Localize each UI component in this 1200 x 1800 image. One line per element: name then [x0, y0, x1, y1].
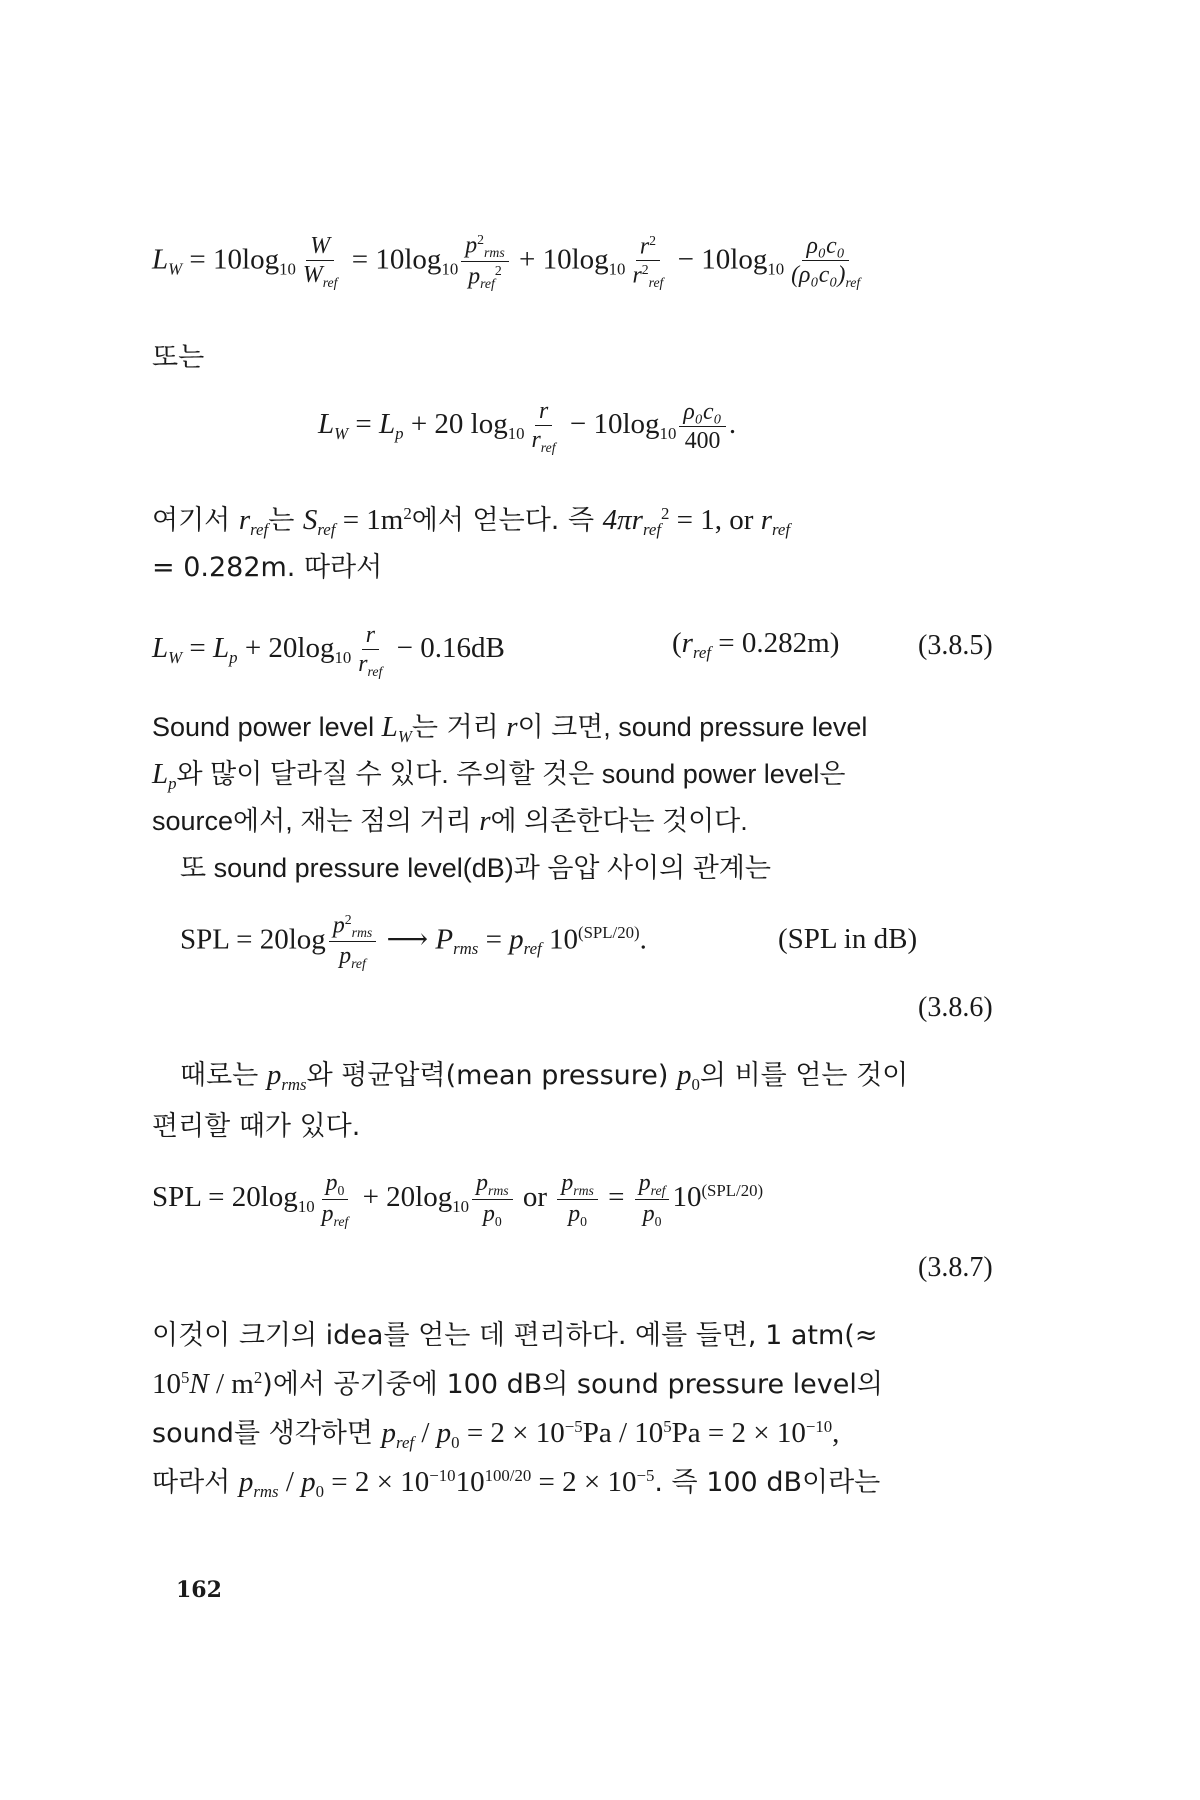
paragraph-power-line2: $L_p$와 많이 달라질 수 있다. 주의할 것은 sound power level은: [152, 758, 846, 793]
spl-in-db-note: (SPL in dB): [778, 923, 918, 955]
paragraph-mean-pressure-line2: 편리할 때가 있다.: [152, 1111, 361, 1142]
paragraph-mean-pressure-line1: 때로는 $p_{rms}$와 평균압력(mean pressure) $p_0$의 비를 얻는 것이: [180, 1059, 909, 1094]
paragraph-atm-line1: 이것이 크기의 idea를 얻는 데 편리하다. 예를 들면, 1 atm(≈: [152, 1320, 878, 1351]
paragraph-rref-line1: 여기서 $r_{ref}$는 $S_{ref} = 1m^2$에서 얻는다. 즉 $4\pi r_{ref}^2 = 1$, or $r_{ref}$: [152, 503, 791, 539]
paragraph-power-line3: source에서, 재는 점의 거리 r에 의존한다는 것이다.: [152, 805, 748, 837]
paragraph-rref-line2: = 0.282m. 따라서: [152, 552, 383, 583]
page-number: 162: [176, 1577, 222, 1603]
paragraph-atm-line3: sound를 생각하면 $p_{ref} / p_0 = 2 \times 10^{-5}Pa / 10^5Pa = 2 \times 10^{-10}$,: [152, 1416, 840, 1452]
paragraph-atm-line4: 따라서 $p_{rms} / p_0 = 2 \times 10^{-10}10^{100/20} = 2 \times 10^{-5}$. 즉 100 dB이라는: [152, 1465, 881, 1501]
paragraph-power-line4: 또 sound pressure level(dB)과 음압 사이의 관계는: [180, 853, 771, 883]
equation-3-8-7: SPL = $20\log_{10}$ $p_0$ $p_{ref}$ + $20\log_{10}$ $p_{rms}$ $p_0$ or $p_{rms}$ $p_0$ = $p_{ref}$ $p_0$ $10^{(SPL/20)}$: [152, 1170, 764, 1229]
or-word: 또는: [152, 342, 205, 373]
equation-3-8-5-condition: $(r_{ref} = 0.282m)$: [672, 627, 840, 662]
paragraph-power-line1: Sound power level $L_W$는 거리 r이 크면, sound pressure level: [152, 711, 868, 746]
equation-3-8-5: $L_W = L_p + 20\log_{10}$ r $r_{ref}$ − 0.16dB: [152, 622, 505, 679]
equation-lw-expansion: $L_W = 10\log_{10}$ W $W_{ref}$ = $10\log_{10}$ $p^2_{rms}$ $p_{ref}^2$ + $10\log_{10}$ $r^2$ $r^2_{ref}$ − $10\log_{10}$ ρ₀c₀ $(\rho_0c_0)_{ref}$: [152, 232, 861, 292]
equation-spl-prms: SPL = 20log $p^2_{rms}$ $p_{ref}$ ⟶ $P_{rms} = p_{ref}$ $10^{(SPL/20)}$.: [180, 912, 647, 972]
paragraph-atm-line2: $10^5N / m^2$)에서 공기중에 100 dB의 sound pressure level의: [152, 1367, 883, 1400]
equation-number-3-8-6: (3.8.6): [918, 992, 993, 1023]
equation-lw-lp: $L_W = L_p + 20$ $\log_{10}$ r $r_{ref}$ − $10\log_{10}$ $\frac{\text{ρ₀c₀}}{400}$ .: [318, 398, 737, 455]
equation-number-3-8-5: (3.8.5): [918, 630, 993, 661]
equation-number-3-8-7: (3.8.7): [918, 1252, 993, 1283]
